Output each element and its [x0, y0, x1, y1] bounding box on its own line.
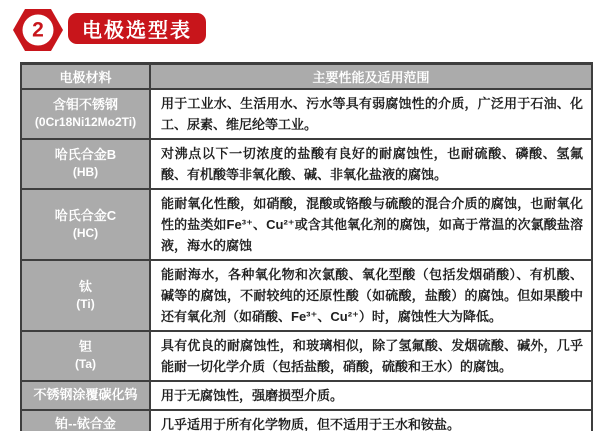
- table-row: [21, 139, 592, 189]
- material-grade: (HC): [72, 225, 99, 240]
- material-name: 不锈钢涂覆碳化钨: [33, 386, 138, 402]
- column-header-material: 电极材料: [21, 64, 150, 89]
- description-cell: 用于工业水、生活用水、污水等具有弱腐蚀性的介质，广泛用于石油、化工、尿素、维尼纶等工业。: [150, 89, 592, 139]
- column-header-performance: 主要性能及适用范围: [150, 64, 592, 89]
- description-cell: 具有优良的耐腐蚀性，和玻璃相似，除了氢氟酸、发烟硫酸、碱外，几乎能耐一切化学介质（包括盐酸，硝酸，硫酸和王水）的腐蚀。: [150, 331, 592, 381]
- material-name: 钛: [78, 278, 92, 294]
- material-name: 哈氏合金B: [54, 147, 117, 162]
- material-cell: [21, 89, 150, 139]
- material-name: 哈氏合金C: [54, 207, 117, 223]
- material-cell: [21, 139, 150, 189]
- material-cell: [21, 189, 150, 260]
- material-name: 含钼不锈钢: [52, 97, 118, 112]
- material-cell: [21, 331, 150, 381]
- material-cell: [21, 410, 150, 431]
- section-number-badge: [13, 9, 63, 51]
- material-cell: [21, 381, 150, 410]
- table-row: [21, 260, 592, 331]
- table-header-row: [21, 64, 592, 89]
- material-grade: (0Cr18Ni12Mo2Ti): [34, 115, 137, 130]
- material-cell: [21, 260, 150, 331]
- table-row: [21, 381, 592, 410]
- table-row: [21, 189, 592, 260]
- description-cell: 能耐氧化性酸，如硝酸，混酸或铬酸与硫酸的混合介质的腐蚀，也耐氧化性的盐类如Fe³⁺、Cu²⁺或含其他氧化剂的腐蚀，如高于常温的次氯酸盐溶液，海水的腐蚀: [150, 189, 592, 260]
- table-row: [21, 331, 592, 381]
- table-row: [21, 89, 592, 139]
- section-title: 电极选型表: [82, 20, 192, 42]
- description-cell: 对沸点以下一切浓度的盐酸有良好的耐腐蚀性，也耐硫酸、磷酸、氢氟酸、有机酸等非氧化酸、碱、非氧化盐液的腐蚀。: [150, 139, 592, 189]
- material-grade: (HB): [72, 165, 99, 180]
- material-name: 铂--铱合金: [55, 415, 116, 431]
- material-name: 钽: [78, 339, 92, 354]
- description-cell: 用于无腐蚀性，强磨损型介质。: [150, 381, 592, 410]
- material-grade: (Ta): [74, 357, 97, 372]
- electrode-selection-table: [20, 62, 593, 431]
- description-cell: 几乎适用于所有化学物质，但不适用于王水和铵盐。: [150, 410, 592, 431]
- description-cell: 能耐海水，各种氧化物和次氯酸、氧化型酸（包括发烟硝酸）、有机酸、碱等的腐蚀，不耐较纯的还原性酸（如硫酸，盐酸）的腐蚀。但如果酸中还有氧化剂（如硝酸、Fe³⁺、Cu²⁺）时，腐蚀性大为降低。: [150, 260, 592, 331]
- table-row: [21, 410, 592, 431]
- material-grade: (Ti): [76, 296, 95, 311]
- section-title-banner: [68, 13, 206, 44]
- badge-number: 2: [23, 15, 54, 46]
